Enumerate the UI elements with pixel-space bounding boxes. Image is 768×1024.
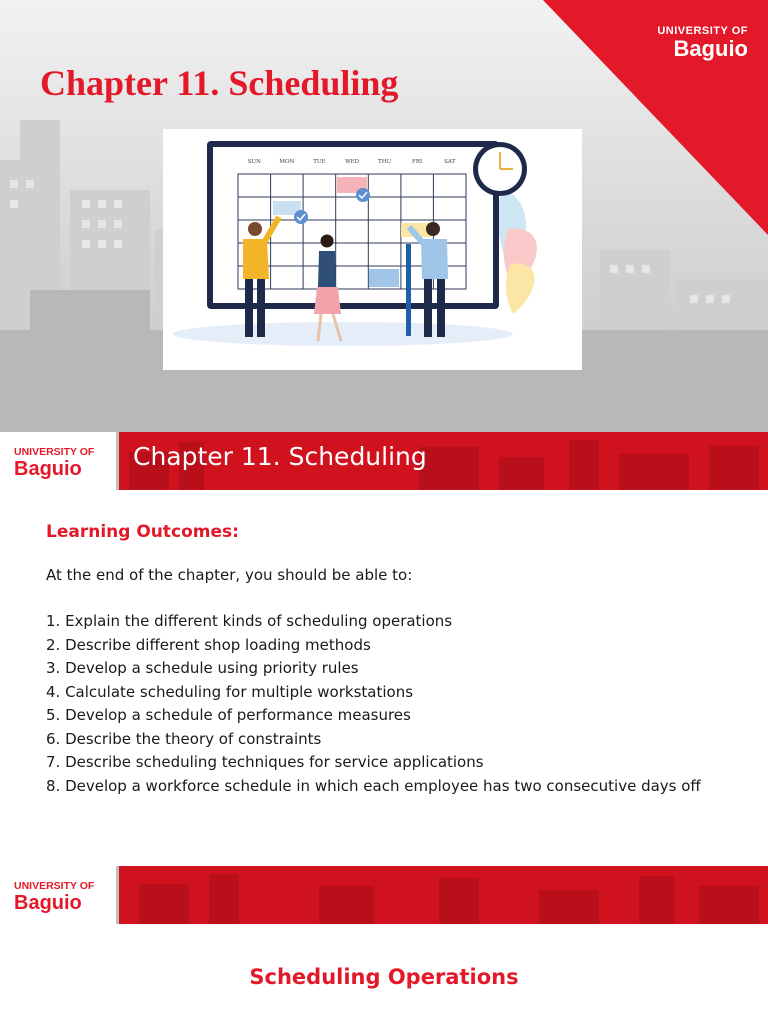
logo-line2: Baguio <box>14 457 82 480</box>
calendar-day-label: SAT <box>444 159 456 165</box>
section-heading: Scheduling Operations <box>249 965 519 989</box>
list-item: 8. Develop a workforce schedule in which each employee has two consecutive days off <box>46 776 701 795</box>
logo-line2: Baguio <box>14 891 82 914</box>
band-logo <box>0 866 119 924</box>
title-slide <box>0 0 768 432</box>
list-item: 7. Describe scheduling techniques for service applications <box>46 753 484 771</box>
learning-outcomes-heading: Learning Outcomes: <box>46 522 239 542</box>
list-item: 3. Develop a schedule using priority rules <box>46 659 359 677</box>
logo-line1: UNIVERSITY OF <box>14 880 95 892</box>
calendar-day-label: THU <box>378 159 392 165</box>
calendar-day-label: FRI <box>412 159 423 165</box>
scheduling-illustration <box>163 129 582 370</box>
list-item: 2. Describe different shop loading methods <box>46 635 371 654</box>
list-item: 5. Develop a schedule of performance measures <box>46 706 411 724</box>
outcomes-list <box>46 610 726 798</box>
logo-line2: Baguio <box>673 36 748 61</box>
intro-text: At the end of the chapter, you should be able to: <box>46 566 413 584</box>
header-band <box>0 866 768 924</box>
header-band <box>0 432 768 490</box>
band-city-pattern <box>119 866 768 924</box>
calendar-day-label: MON <box>279 159 295 165</box>
calendar-day-label: WED <box>344 159 360 165</box>
university-logo <box>657 26 748 60</box>
list-item: 6. Describe the theory of constraints <box>46 729 322 748</box>
list-item: 1. Explain the different kinds of scheduling operations <box>46 612 453 630</box>
slide-title: Chapter 11. Scheduling <box>40 63 399 103</box>
banner-title: Chapter 11. Scheduling <box>133 442 427 471</box>
logo-line1: UNIVERSITY OF <box>14 446 95 458</box>
logo-line1: UNIVERSITY OF <box>657 25 748 37</box>
band-logo <box>0 432 119 490</box>
calendar-day-label: TUE <box>313 159 326 165</box>
list-item: 4. Calculate scheduling for multiple workstations <box>46 682 414 701</box>
calendar-day-label: SUN <box>247 159 261 165</box>
